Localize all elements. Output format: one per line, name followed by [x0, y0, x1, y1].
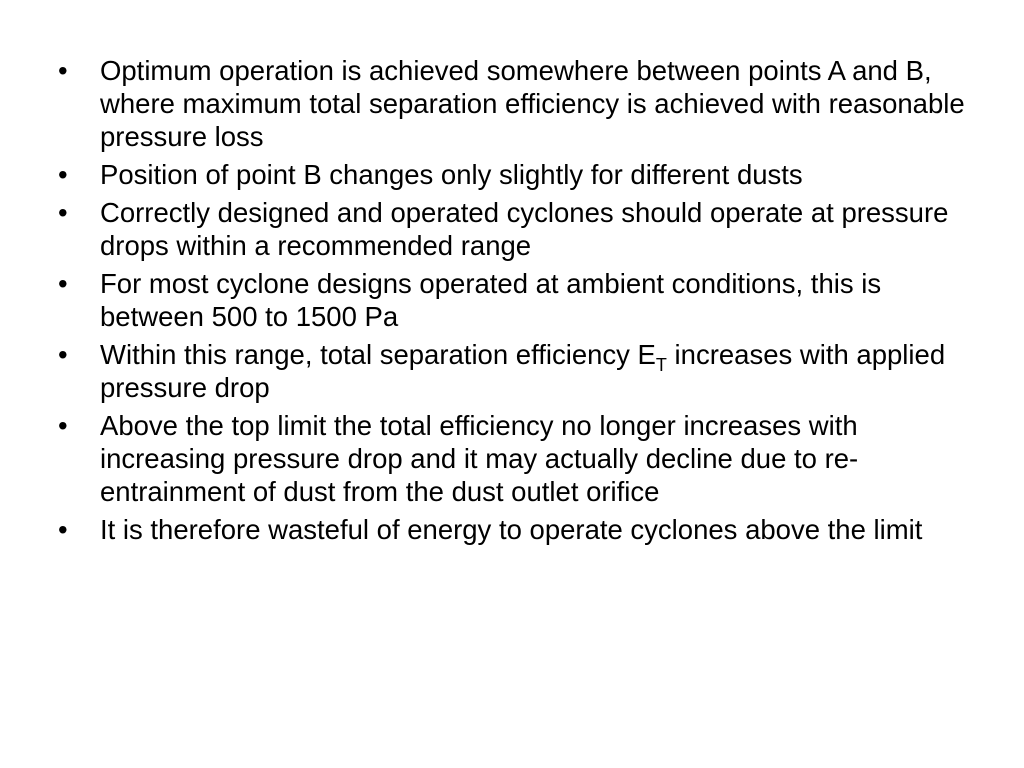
bullet-text: Optimum operation is achieved somewhere between points A and B, where maximum total separation efficiency is achieved with reasonable pressure loss	[100, 55, 965, 152]
bullet-item-energy-waste	[58, 513, 978, 546]
bullet-text	[100, 338, 978, 404]
bullet-list	[58, 54, 978, 551]
bullet-icon: •	[58, 339, 68, 370]
bullet-icon: •	[58, 410, 68, 441]
bullet-item-efficiency-increase	[58, 338, 978, 404]
bullet-item-pressure-range	[58, 267, 978, 333]
bullet-text: Correctly designed and operated cyclones should operate at pressure drops within a recommended range	[100, 197, 949, 261]
bullet-icon: •	[58, 197, 68, 228]
bullet-text: Position of point B changes only slightly for different dusts	[100, 159, 803, 190]
bullet-icon: •	[58, 55, 68, 86]
bullet-text: It is therefore wasteful of energy to operate cyclones above the limit	[100, 514, 923, 545]
bullet-item-point-b-position	[58, 158, 978, 191]
bullet-text: Above the top limit the total efficiency no longer increases with increasing pressure drop and it may actually decline due to re-entrainment of dust from the dust outlet orifice	[100, 410, 859, 507]
bullet-icon: •	[58, 514, 68, 545]
bullet-text-after: increases with applied pressure drop	[100, 339, 946, 403]
bullet-item-recommended-range	[58, 196, 978, 262]
efficiency-subscript: T	[655, 355, 667, 375]
bullet-icon: •	[58, 268, 68, 299]
bullet-text-before: Within this range, total separation efficiency E	[100, 339, 656, 370]
bullet-icon: •	[58, 159, 68, 190]
bullet-item-optimum-operation	[58, 54, 978, 153]
bullet-item-top-limit	[58, 409, 978, 508]
bullet-text: For most cyclone designs operated at ambient conditions, this is between 500 to 1500 Pa	[100, 268, 882, 332]
